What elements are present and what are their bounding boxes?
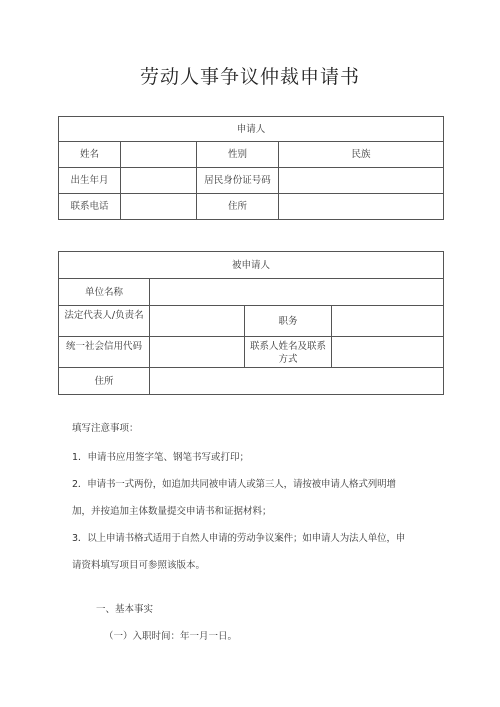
unit-name-field[interactable] (150, 279, 444, 306)
table-row (59, 368, 444, 395)
applicant-table (58, 116, 444, 220)
birth-field[interactable] (121, 168, 197, 194)
credit-code-field[interactable] (150, 337, 245, 368)
name-label: 姓名 (59, 142, 121, 168)
respondent-address-field[interactable] (150, 368, 444, 395)
legal-rep-field[interactable] (150, 306, 245, 337)
table-row (59, 194, 444, 220)
legal-rep-label: 法定代表人/负责名 (59, 306, 150, 337)
section-line-1: （一）入职时间：年一月一日。 (104, 631, 238, 642)
contact-label (245, 337, 332, 368)
phone-field[interactable] (121, 194, 197, 220)
note-item-1: 1．申请书应用签字笔、钢笔书写或打印； (72, 452, 250, 463)
id-number-field[interactable] (279, 168, 444, 194)
table-row (59, 337, 444, 368)
table-row (59, 117, 444, 142)
name-field[interactable] (121, 142, 197, 168)
contact-label-line1: 联系人姓名及联系 (249, 341, 326, 352)
position-label: 职务 (245, 306, 332, 337)
respondent-address-label: 住所 (59, 368, 150, 395)
contact-label-line2: 方式 (278, 354, 298, 365)
gender-label: 性别 (197, 142, 279, 168)
position-field[interactable] (332, 306, 444, 337)
birth-label: 出生年月 (59, 168, 121, 194)
id-number-label: 居民身份证号码 (197, 168, 279, 194)
table-row (59, 252, 444, 279)
note-item-3-line2: 请资料填写项目可参照该版本。 (72, 560, 206, 571)
phone-label: 联系电话 (59, 194, 121, 220)
note-item-3-line1: 3．以上申请书格式适用于自然人申请的劳动争议案件；如申请人为法人单位，申 (72, 533, 406, 544)
table-row (59, 168, 444, 194)
note-item-2-line2: 加，并按追加主体数量提交申请书和证据材料； (72, 506, 272, 517)
section-heading: 一、基本事实 (96, 604, 154, 615)
note-item-2-line1: 2．申请书一式两份，如追加共同被申请人或第三人，请按被申请人格式列明增 (72, 479, 396, 490)
contact-field[interactable] (332, 337, 444, 368)
address-label: 住所 (197, 194, 279, 220)
applicant-header: 申请人 (59, 117, 444, 142)
table-row (59, 279, 444, 306)
respondent-header: 被申请人 (59, 252, 444, 279)
table-row (59, 142, 444, 168)
unit-name-label: 单位名称 (59, 279, 150, 306)
table-row (59, 306, 444, 337)
ethnicity-label: 民族 (279, 142, 444, 168)
credit-code-label: 统一社会信用代码 (59, 337, 150, 368)
address-field[interactable] (279, 194, 444, 220)
respondent-table (58, 251, 444, 395)
document-title: 劳动人事争议仲裁申请书 (139, 66, 360, 88)
notes-heading: 填写注意事项： (72, 423, 139, 434)
